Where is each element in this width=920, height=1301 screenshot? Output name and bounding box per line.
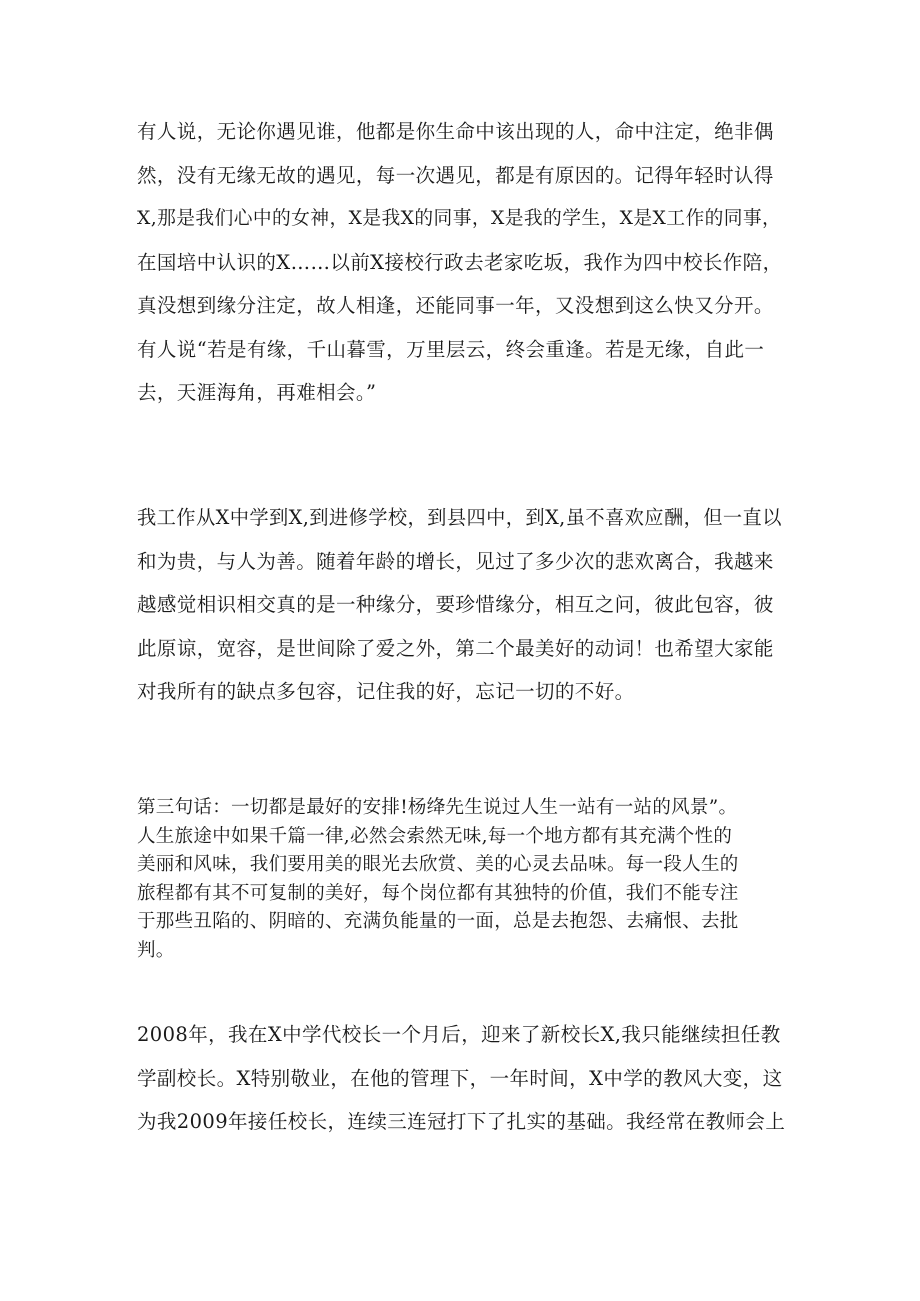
paragraph-2008-principal	[137, 1013, 787, 1144]
text-line: 和为贵，与人为善。随着年龄的增长，见过了多少次的悲欢离合，我越来	[137, 549, 774, 573]
text-line: 判。	[137, 939, 175, 961]
text-line: 在国培中认识的X……以前X接校行政去老家吃坂，我作为四中校长作陪，	[137, 250, 783, 274]
text-line: 人生旅途中如果千篇一律,必然会索然无味,每一个地方都有其充满个性的	[137, 825, 733, 847]
text-line: 学副校长。X特别敬业，在他的管理下，一年时间，X中学的教风大变，这	[137, 1066, 783, 1090]
paragraph-career-tolerance	[137, 496, 787, 714]
text-line: 为我2009年接任校长，连续三连冠打下了扎实的基础。我经常在教师会上	[137, 1110, 786, 1133]
text-line: 旅程都有其不可复制的美好，每个岗位都有其独特的价值，我们不能专注	[137, 882, 739, 904]
text-line: 于那些丑陷的、阴暗的、充满负能量的一面，总是去抱怨、去痛恨、去批	[137, 911, 739, 932]
text-line: 然，没有无缘无故的遇见，每一次遇见，都是有原因的。记得年轻时认得	[137, 163, 774, 187]
text-line: 美丽和风味，我们要用美的眼光去欣赏、美的心灵去品味。每一段人生的	[137, 854, 739, 875]
text-line: 真没想到缘分注定，故人相逢，还能同事一年，又没想到这么快又分开。	[137, 294, 774, 317]
text-line: 去，天涯海角，再难相会。”	[137, 381, 377, 404]
paragraph-third-saying	[137, 794, 787, 965]
text-line: 我工作从X中学到X,到进修学校，到县四中，到X,虽不喜欢应酬，但一直以	[137, 506, 782, 529]
paragraph-fate-encounters	[137, 110, 787, 415]
text-line: 第三句话：一切都是最好的安排!杨绛先生说过人生一站有一站的风景”。	[137, 797, 738, 818]
text-line: 2008年，我在X中学代校长一个月后，迎来了新校长X,我只能继续担任教	[137, 1023, 781, 1046]
text-line: 有人说，无论你遇见谁，他都是你生命中该出现的人，命中注定，绝非偶	[137, 120, 774, 143]
text-line: 此原谅，宽容，是世间除了爱之外，第二个最美好的动词！也希望大家能	[137, 636, 774, 660]
text-line: 对我所有的缺点多包容，记住我的好，忘记一切的不好。	[137, 680, 635, 703]
text-line: 越感觉相识相交真的是一种缘分，要珍惜缘分，相互之问，彼此包容，彼	[137, 593, 774, 616]
text-line: 有人说“若是有缘，千山暮雪，万里层云，终会重逢。若是无缘，自此一	[137, 337, 765, 361]
text-line: X,那是我们心中的女神，X是我X的同事，X是我的学生，X是X工作的同事，	[137, 208, 782, 229]
